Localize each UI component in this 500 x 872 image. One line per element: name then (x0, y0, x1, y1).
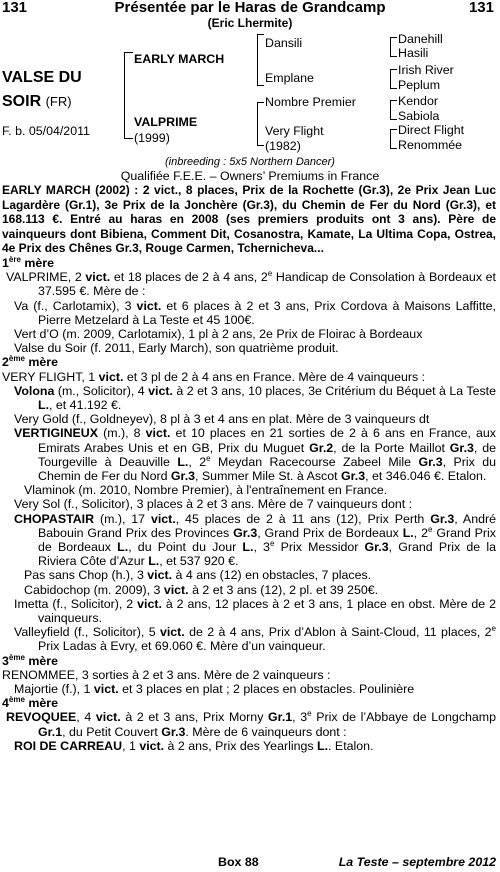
ancestor: Sabiola (398, 109, 440, 123)
lot-number: 131 (468, 0, 494, 16)
catalogue-body (2, 183, 496, 753)
pedigree-bracket (124, 52, 133, 139)
dam-record: REVOQUEE, 4 vict. à 2 et 3 ans, Prix Morny Gr.1, 3e Prix de l’Abbaye de Longchamp Gr.1, du Petit Couvert Gr.3. Mère de 6 vainqueurs dont : (6, 709, 497, 739)
pedigree-bracket (257, 102, 264, 146)
pedigree-bracket (390, 100, 397, 120)
produce-record: Valleyfield (f., Solicitor), 5 vict. de 2 à 4 ans, Prix d’Ablon à Saint-Cloud, 11 places, 2e Prix Ladas à Evry, et 69.060 €. Mère d’un vainqueur. (14, 624, 496, 654)
sire-record: EARLY MARCH (2002) : 2 vict., 8 places, Prix de la Rochette (Gr.3), 2e Prix Jean Luc Lagardère (Gr.1), 3e Prix de la Jonchère (Gr.3), du Chemin de Fer du Nord (Gr.3), et 168.113 €. Entré au haras en 2008 (ses premiers produits ont 3 ans). Père de vainqueurs dont Bibiena, Comment Dit, Cosanostra, Kamate, La Ultima Copa, Ostrea, 4e Prix des Chênes Gr.3, Rouge Carmen, Tchernicheva... (2, 183, 496, 256)
ancestor: Kendor (398, 94, 438, 108)
box-number: Box 88 (218, 855, 259, 869)
page-title: Présentée par le Haras de Grandcamp (114, 0, 386, 16)
granddam: Emplane (265, 71, 314, 85)
ancestor: Danehill (398, 32, 443, 46)
section-heading: 3ème mère (2, 652, 58, 668)
produce-record: Vert d’O (m. 2009, Carlotamix), 1 pl à 2 ans, 2e Prix de Floirac à Bordeaux (14, 326, 423, 341)
produce-record: Volona (m., Solicitor), 4 vict. à 2 et 3 ans, 10 places, 3e Critérium du Béquet à La Teste L., et 41.192 €. (14, 383, 496, 412)
lot-number: 131 (2, 0, 28, 16)
granddam: Very Flight (265, 124, 324, 138)
page-header (0, 0, 500, 17)
produce-record: Very Gold (f., Goldneyev), 8 pl à 3 et 4 ans en plat. Mère de 3 vainqueurs dt (14, 412, 430, 427)
produce-record: CHOPASTAIR (m.), 17 vict., 45 places de 2 à 11 ans (12), Prix Perth Gr.3, André Babouin Grand Prix des Provinces Gr.3, Grand Prix de Bordeaux L., 2e Grand Prix de Bordeaux L., du Point du Jour L., 3e Prix Messidor Gr.3, Grand Prix de la Riviera Côte d’Azur L., et 537 920 €. (14, 511, 497, 569)
produce-record: ROI DE CARREAU, 1 vict. à 2 ans, Prix des Yearlings L.. Etalon. (14, 738, 374, 753)
section-heading: 4ème mère (2, 695, 58, 711)
produce-record: Valse du Soir (f. 2011, Early March), son quatrième produit. (14, 341, 339, 356)
produce-record: Va (f., Carlotamix), 3 vict. et 6 places à 2 et 3 ans, Prix Cordova à Maisons Laffitte, Pierre Metzelard à La Teste et 45 100€. (14, 298, 496, 327)
pedigree-bracket (390, 37, 397, 57)
pedigree-bracket (390, 129, 397, 149)
dam-year: (1999) (134, 131, 170, 145)
produce-record: Majortie (f.), 1 vict. et 3 places en plat ; 2 places en obstacles. Poulinière (14, 682, 415, 697)
dam-record: VALPRIME, 2 vict. et 18 places de 2 à 4 ans, 2e Handicap de Consolation à Bordeaux et 37.595 €. Mère de : (6, 269, 496, 299)
ancestor: Renommée (398, 138, 463, 152)
granddam-year: (1982) (265, 139, 301, 153)
pedigree-bracket (257, 34, 264, 86)
produce-record: Cabidochop (m. 2009), 3 vict. à 2 et 3 ans (12), 2 pl. et 39 250€. (24, 582, 379, 597)
ancestor: Peplum (398, 78, 441, 92)
inbreeding-note: (inbreeding : 5x5 Northern Dancer) (165, 156, 335, 168)
ancestor: Irish River (398, 63, 454, 77)
qualification-note: Qualifiée F.E.E. – Owners’ Premiums in France (120, 169, 380, 183)
dam-name: VALPRIME (134, 115, 198, 129)
sire-name: EARLY MARCH (134, 52, 225, 66)
produce-record: Vlaminok (m. 2010, Nombre Premier), à l'entraînement en France. (24, 483, 388, 498)
ancestor: Direct Flight (398, 123, 465, 137)
produce-record: Imetta (f., Solicitor), 2 vict. à 2 ans, 12 places à 2 et 3 ans, 1 place en obst. Mère de 2 vainqueurs. (14, 596, 497, 626)
produce-record: Pas sans Chop (h.), 3 vict. à 4 ans (12) en obstacles, 7 places. (24, 568, 372, 583)
grandsire: Dansili (265, 36, 303, 50)
pedigree-bracket (390, 69, 397, 89)
ancestor: Hasili (398, 46, 429, 60)
produce-record: Very Sol (f., Solicitor), 3 places à 2 et 3 ans. Mère de 7 vainqueurs dont : (14, 497, 413, 512)
country-code: (FR) (45, 94, 72, 109)
sale-place-date: La Teste – septembre 2012 (338, 855, 496, 869)
sex-birth: F. b. 05/04/2011 (2, 124, 90, 138)
section-heading: 2ème mère (2, 354, 58, 370)
produce-record: VERTIGINEUX (m.), 8 vict. et 10 places en 21 sorties de 2 à 6 ans en France, aux Emirats Arabes Unis et en GB, Prix du Muguet Gr.2, de la Porte Maillot Gr.3, de Tourgeville à Deauville L., 2e Meydan Racecourse Zabeel Mile Gr.3, Prix du Chemin de Fer du Nord Gr.3, Summer Mile St. à Ascot Gr.3, et 346.046 €. Etalon. (14, 426, 497, 484)
pedigree-table (0, 32, 500, 160)
horse-name: VALSE DU SOIR (FR) (2, 69, 82, 110)
consignor: (Eric Lhermite) (207, 16, 293, 30)
dam-record: VERY FLIGHT, 1 vict. et 3 pl de 2 à 4 ans en France. Mère de 4 vainqueurs : (2, 369, 426, 384)
grandsire: Nombre Premier (265, 95, 356, 109)
dam-record: RENOMMEE, 3 sorties à 2 et 3 ans. Mère de 2 vainqueurs : (2, 667, 331, 682)
section-heading: 1ère mère (2, 254, 54, 270)
